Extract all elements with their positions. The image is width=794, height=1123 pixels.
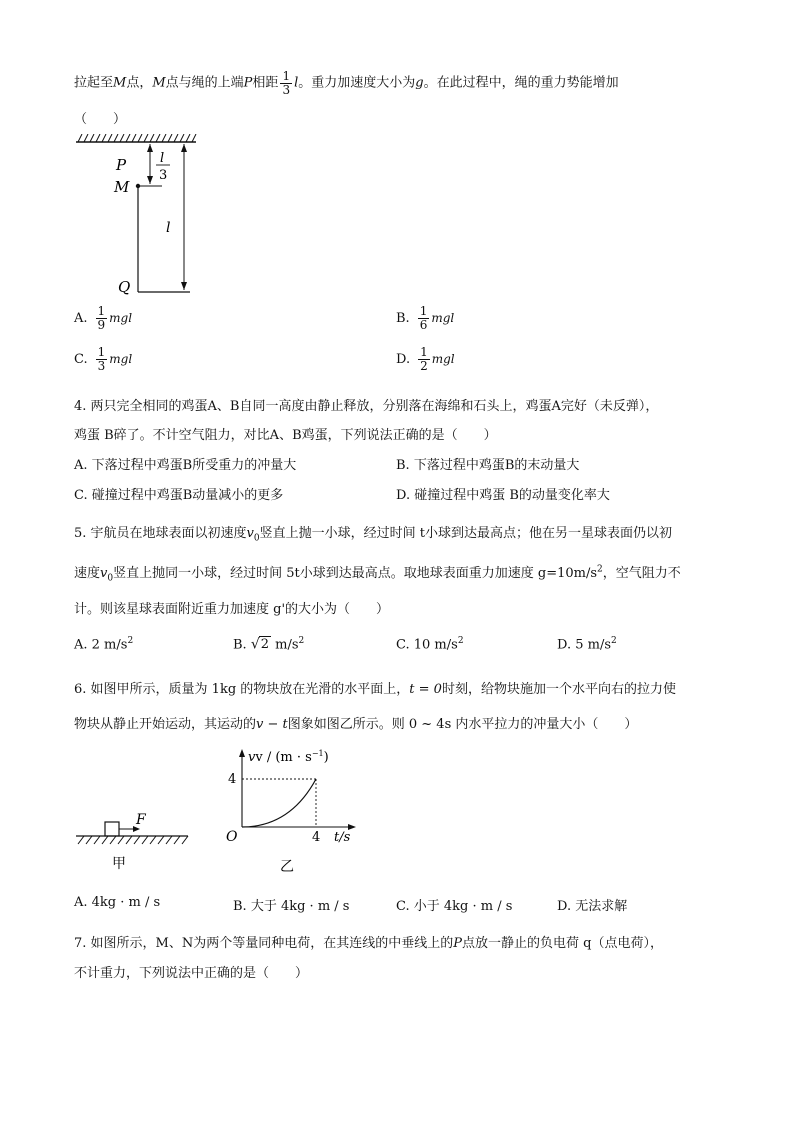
q3-option-b[interactable] <box>396 305 454 331</box>
unit: mgl <box>109 311 133 326</box>
var-p: P <box>243 75 253 91</box>
caption-jia: 甲 <box>112 856 126 870</box>
q6-option-b[interactable]: B. 大于 4kg · m / s <box>233 899 350 914</box>
frac-den: 3 <box>282 82 291 97</box>
q3-option-a[interactable] <box>74 305 132 331</box>
frac-num: 1 <box>97 304 106 318</box>
frac-num: 1 <box>419 304 428 318</box>
text: 。在此过程中，绳的重力势能增加 <box>423 75 619 91</box>
block-figure <box>72 808 192 870</box>
origin-label: O <box>226 829 238 845</box>
option-key: D. <box>396 351 411 367</box>
q6-line1 <box>74 678 676 697</box>
q7-line2: 不计重力，下列说法中正确的是（ ） <box>74 966 309 981</box>
fraction <box>96 305 108 331</box>
rope-figure <box>70 134 210 300</box>
frac-den: 9 <box>97 317 106 332</box>
q4-line2: 鸡蛋 B碎了。不计空气阻力，对比A、B鸡蛋，下列说法正确的是（ ） <box>74 428 497 443</box>
q3-line1 <box>74 70 619 96</box>
q4-option-a[interactable]: A. 下落过程中鸡蛋B所受重力的冲量大 <box>74 458 297 473</box>
sup: 2 <box>597 564 603 575</box>
text: 竖直上抛一小球，经过时间 t小球到达最高点；他在另一星球表面仍以初 <box>259 526 672 541</box>
frac-den: 2 <box>420 358 428 373</box>
text: 7. 如图所示，M、N为两个等量同种电荷，在其连线的中垂线上的 <box>74 936 454 951</box>
fraction <box>96 346 108 372</box>
q5-option-a[interactable] <box>74 636 133 652</box>
q4-option-b[interactable]: B. 下落过程中鸡蛋B的末动量大 <box>396 458 580 473</box>
q5-line1 <box>74 522 672 544</box>
x-axis-label: t/s <box>334 830 351 845</box>
option-text: C. 10 m/s <box>396 637 458 653</box>
var-v: v <box>100 566 108 581</box>
text: 时刻，给物块施加一个水平向右的拉力使 <box>441 682 676 697</box>
q6-option-a[interactable]: A. 4kg · m / s <box>74 895 161 910</box>
fraction <box>418 305 430 331</box>
frac-den: 6 <box>419 317 428 332</box>
q5-option-b[interactable] <box>233 636 304 652</box>
var-p: P <box>453 936 462 951</box>
option-key: B. <box>233 637 247 653</box>
var-vt: v − t <box>256 717 288 732</box>
text: 点， <box>126 75 153 91</box>
frac-den: 3 <box>97 358 106 373</box>
q3-option-d[interactable] <box>396 346 455 372</box>
text: 点放一静止的负电荷 q（点电荷）， <box>461 936 663 951</box>
q6-line2 <box>74 713 637 732</box>
sup: 2 <box>298 636 305 646</box>
text: 6. 如图甲所示，质量为 1kg 的物块放在光滑的水平面上， <box>74 682 410 697</box>
unit: mgl <box>431 311 455 326</box>
sub: 0 <box>253 533 260 544</box>
label-l-side: l <box>166 220 171 236</box>
option-key: B. <box>396 310 410 326</box>
label-m: M <box>114 178 130 196</box>
option-text: A. 2 m/s <box>74 637 128 653</box>
unit: m/s <box>271 637 299 653</box>
text: 点与绳的上端 <box>165 75 244 91</box>
sqrt-sign: √ <box>250 636 260 653</box>
option-key: C. <box>74 351 88 367</box>
q7-line1 <box>74 932 663 951</box>
sup: 2 <box>611 636 617 646</box>
var-v: v <box>246 526 254 541</box>
sup: 2 <box>457 636 464 646</box>
q4-option-c[interactable]: C. 碰撞过程中鸡蛋B动量减小的更多 <box>74 488 284 503</box>
label-f: F <box>136 812 146 828</box>
sup: 2 <box>127 636 134 646</box>
q3-paren: （ ） <box>74 112 127 127</box>
text: 5. 宇航员在地球表面以初速度 <box>74 526 247 541</box>
var-m: M <box>113 75 127 91</box>
y-tick-4: 4 <box>228 772 237 787</box>
sqrt-value: 2 <box>260 637 270 653</box>
frac-num: 1 <box>282 69 291 83</box>
q4-line1: 4. 两只完全相同的鸡蛋A、B自同一高度由静止释放，分别落在海绵和石头上，鸡蛋A完好（未反弹）， <box>74 399 659 414</box>
label-three: 3 <box>159 168 168 183</box>
vt-graph <box>220 745 360 875</box>
y-axis-label: vv / $(m \cdot s^{-1})$ <box>248 749 329 765</box>
q6-option-c[interactable]: C. 小于 4kg · m / s <box>396 899 513 914</box>
text: 相距 <box>252 75 279 91</box>
text: 拉起至 <box>74 75 114 91</box>
label-l-top: l <box>160 151 165 166</box>
frac-num: 1 <box>420 345 428 359</box>
q3-option-c[interactable] <box>74 346 132 372</box>
frac-num: 1 <box>97 345 106 359</box>
text: 速度 <box>74 566 101 581</box>
text: 物块从静止开始运动，其运动的 <box>74 717 257 732</box>
var-l: l <box>294 75 299 91</box>
var-t: t = 0 <box>409 682 442 697</box>
q5-line2 <box>74 562 681 584</box>
fraction <box>280 70 292 96</box>
text: 。重力加速度大小为 <box>298 75 416 91</box>
text: 竖直上抛同一小球，经过时间 5t小球到达最高点。取地球表面重力加速度 g=10m/s <box>113 566 598 581</box>
text: ，空气阻力不 <box>602 566 681 581</box>
fraction <box>418 346 430 372</box>
q5-option-c[interactable] <box>396 636 464 652</box>
unit: mgl <box>109 352 133 367</box>
unit: mgl <box>431 352 455 367</box>
q5-option-d[interactable] <box>557 636 617 652</box>
q4-option-d[interactable]: D. 碰撞过程中鸡蛋 B的动量变化率大 <box>396 488 610 503</box>
caption-yi: 乙 <box>280 859 294 875</box>
option-text: D. 5 m/s <box>557 637 612 653</box>
option-key: A. <box>74 310 88 326</box>
q6-option-d[interactable]: D. 无法求解 <box>557 899 628 914</box>
var-g: g <box>415 75 424 91</box>
label-q: Q <box>118 278 131 296</box>
var-m: M <box>152 75 166 91</box>
text: 图象如图乙所示。则 0 ~ 4s 内水平拉力的冲量大小（ ） <box>287 717 638 732</box>
sub: 0 <box>107 573 114 584</box>
q5-line3: 计。则该星球表面附近重力加速度 g'的大小为（ ） <box>74 602 390 617</box>
label-p: P <box>116 156 127 174</box>
x-tick-4: 4 <box>312 830 321 845</box>
